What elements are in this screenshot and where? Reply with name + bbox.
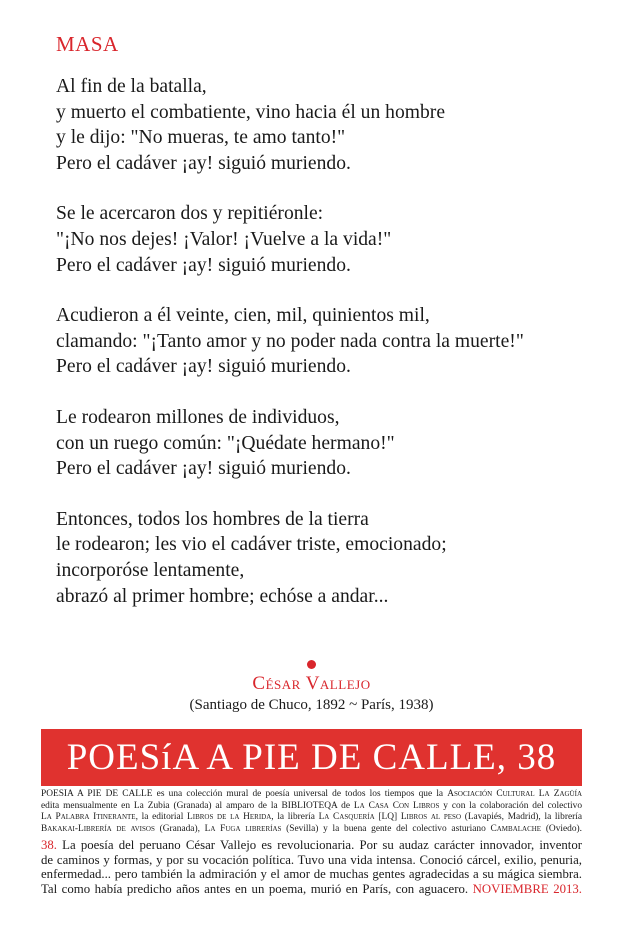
poem-line: Pero el cadáver ¡ay! siguió muriendo.	[56, 356, 351, 378]
series-banner	[41, 729, 582, 786]
bio-line-2: de caminos y formas, y por su vocación política. Tuvo una vida intensa. Conoció cárcel, exilio, penuria,	[41, 852, 582, 867]
author-block	[0, 660, 623, 714]
info-line-2: edita mensualmente en La Zubia (Granada) al amparo de la BIBLIOTEQA de La Casa Con Libros y con la colaboración del colectivo	[41, 800, 582, 811]
poem-line: Pero el cadáver ¡ay! siguió muriendo.	[56, 254, 351, 276]
issue-number: 38.	[41, 838, 57, 852]
poem-line: Le rodearon millones de individuos,	[56, 406, 340, 428]
banner-text: POESíA A PIE DE CALLE, 38	[66, 737, 557, 778]
poem-line: Acudieron a él veinte, cien, mil, quinientos mil,	[56, 305, 430, 327]
stanza-3	[56, 303, 596, 380]
stanza-4	[56, 405, 596, 482]
bio-paragraph	[41, 838, 582, 896]
bio-line-3: enfermedad... pero también la admiración y el amor de muchas gentes agradecidas a su mágica siembra.	[41, 867, 582, 882]
poem-line: Se le acercaron dos y repitiéronle:	[56, 203, 324, 225]
stanza-1	[56, 74, 596, 176]
poem-line: le rodearon; les vio el cadáver triste, emocionado;	[56, 534, 447, 556]
poem-line: clamando: "¡Tanto amor y no poder nada contra la muerte!"	[56, 330, 524, 352]
poem-line: abrazó al primer hombre; echóse a andar...	[56, 585, 389, 607]
poem-line: Pero el cadáver ¡ay! siguió muriendo.	[56, 458, 351, 480]
poem-line: y muerto el combatiente, vino hacia él un hombre	[56, 101, 446, 123]
issue-date: NOVIEMBRE 2013.	[472, 881, 582, 896]
bio-line-4: Tal como había predicho años antes en un poema, murió en París, con aguacero. NOVIEMBRE 2013.	[41, 881, 582, 896]
stanza-2	[56, 201, 596, 278]
poem-line: y le dijo: "No mueras, te amo tanto!"	[56, 127, 346, 149]
poem-line: Al fin de la batalla,	[56, 76, 207, 97]
author-subtitle: (Santiago de Chuco, 1892 ~ París, 1938)	[189, 697, 434, 713]
poem-body	[56, 74, 596, 634]
bullet-dot-icon	[307, 660, 316, 669]
author-name: César Vallejo	[252, 673, 371, 694]
poem-line: "¡No nos dejes! ¡Valor! ¡Vuelve a la vida!"	[56, 228, 392, 250]
poem-line: incorporóse lentamente,	[56, 559, 245, 581]
poem-line: Pero el cadáver ¡ay! siguió muriendo.	[56, 152, 351, 174]
info-paragraph	[41, 789, 582, 835]
poem-title: MASA	[56, 32, 119, 56]
info-line-3: La Palabra Itinerante, la editorial Libros de la Herida, la librería La Casquería [LQ] Libros al peso (Lavapiés, Madrid), la librería	[41, 812, 582, 823]
stanza-5	[56, 507, 596, 609]
poem-line: con un ruego común: "¡Quédate hermano!"	[56, 432, 395, 454]
info-line-1: POESÍA A PIE DE CALLE es una colección mural de poesía universal de todos los tiempos que la Asociación Cultural La Zagüía	[41, 789, 582, 799]
bio-line-1: 38. La poesía del peruano César Vallejo es revolucionaria. Por su audaz carácter innovador, inventor	[41, 838, 582, 852]
info-line-4: Bakakai-Librería de avisos (Granada), La Fuga librerías (Sevilla) y la buena gente del colectivo asturiano Cambalache (Oviedo).	[41, 823, 582, 834]
poem-line: Entonces, todos los hombres de la tierra	[56, 508, 369, 530]
